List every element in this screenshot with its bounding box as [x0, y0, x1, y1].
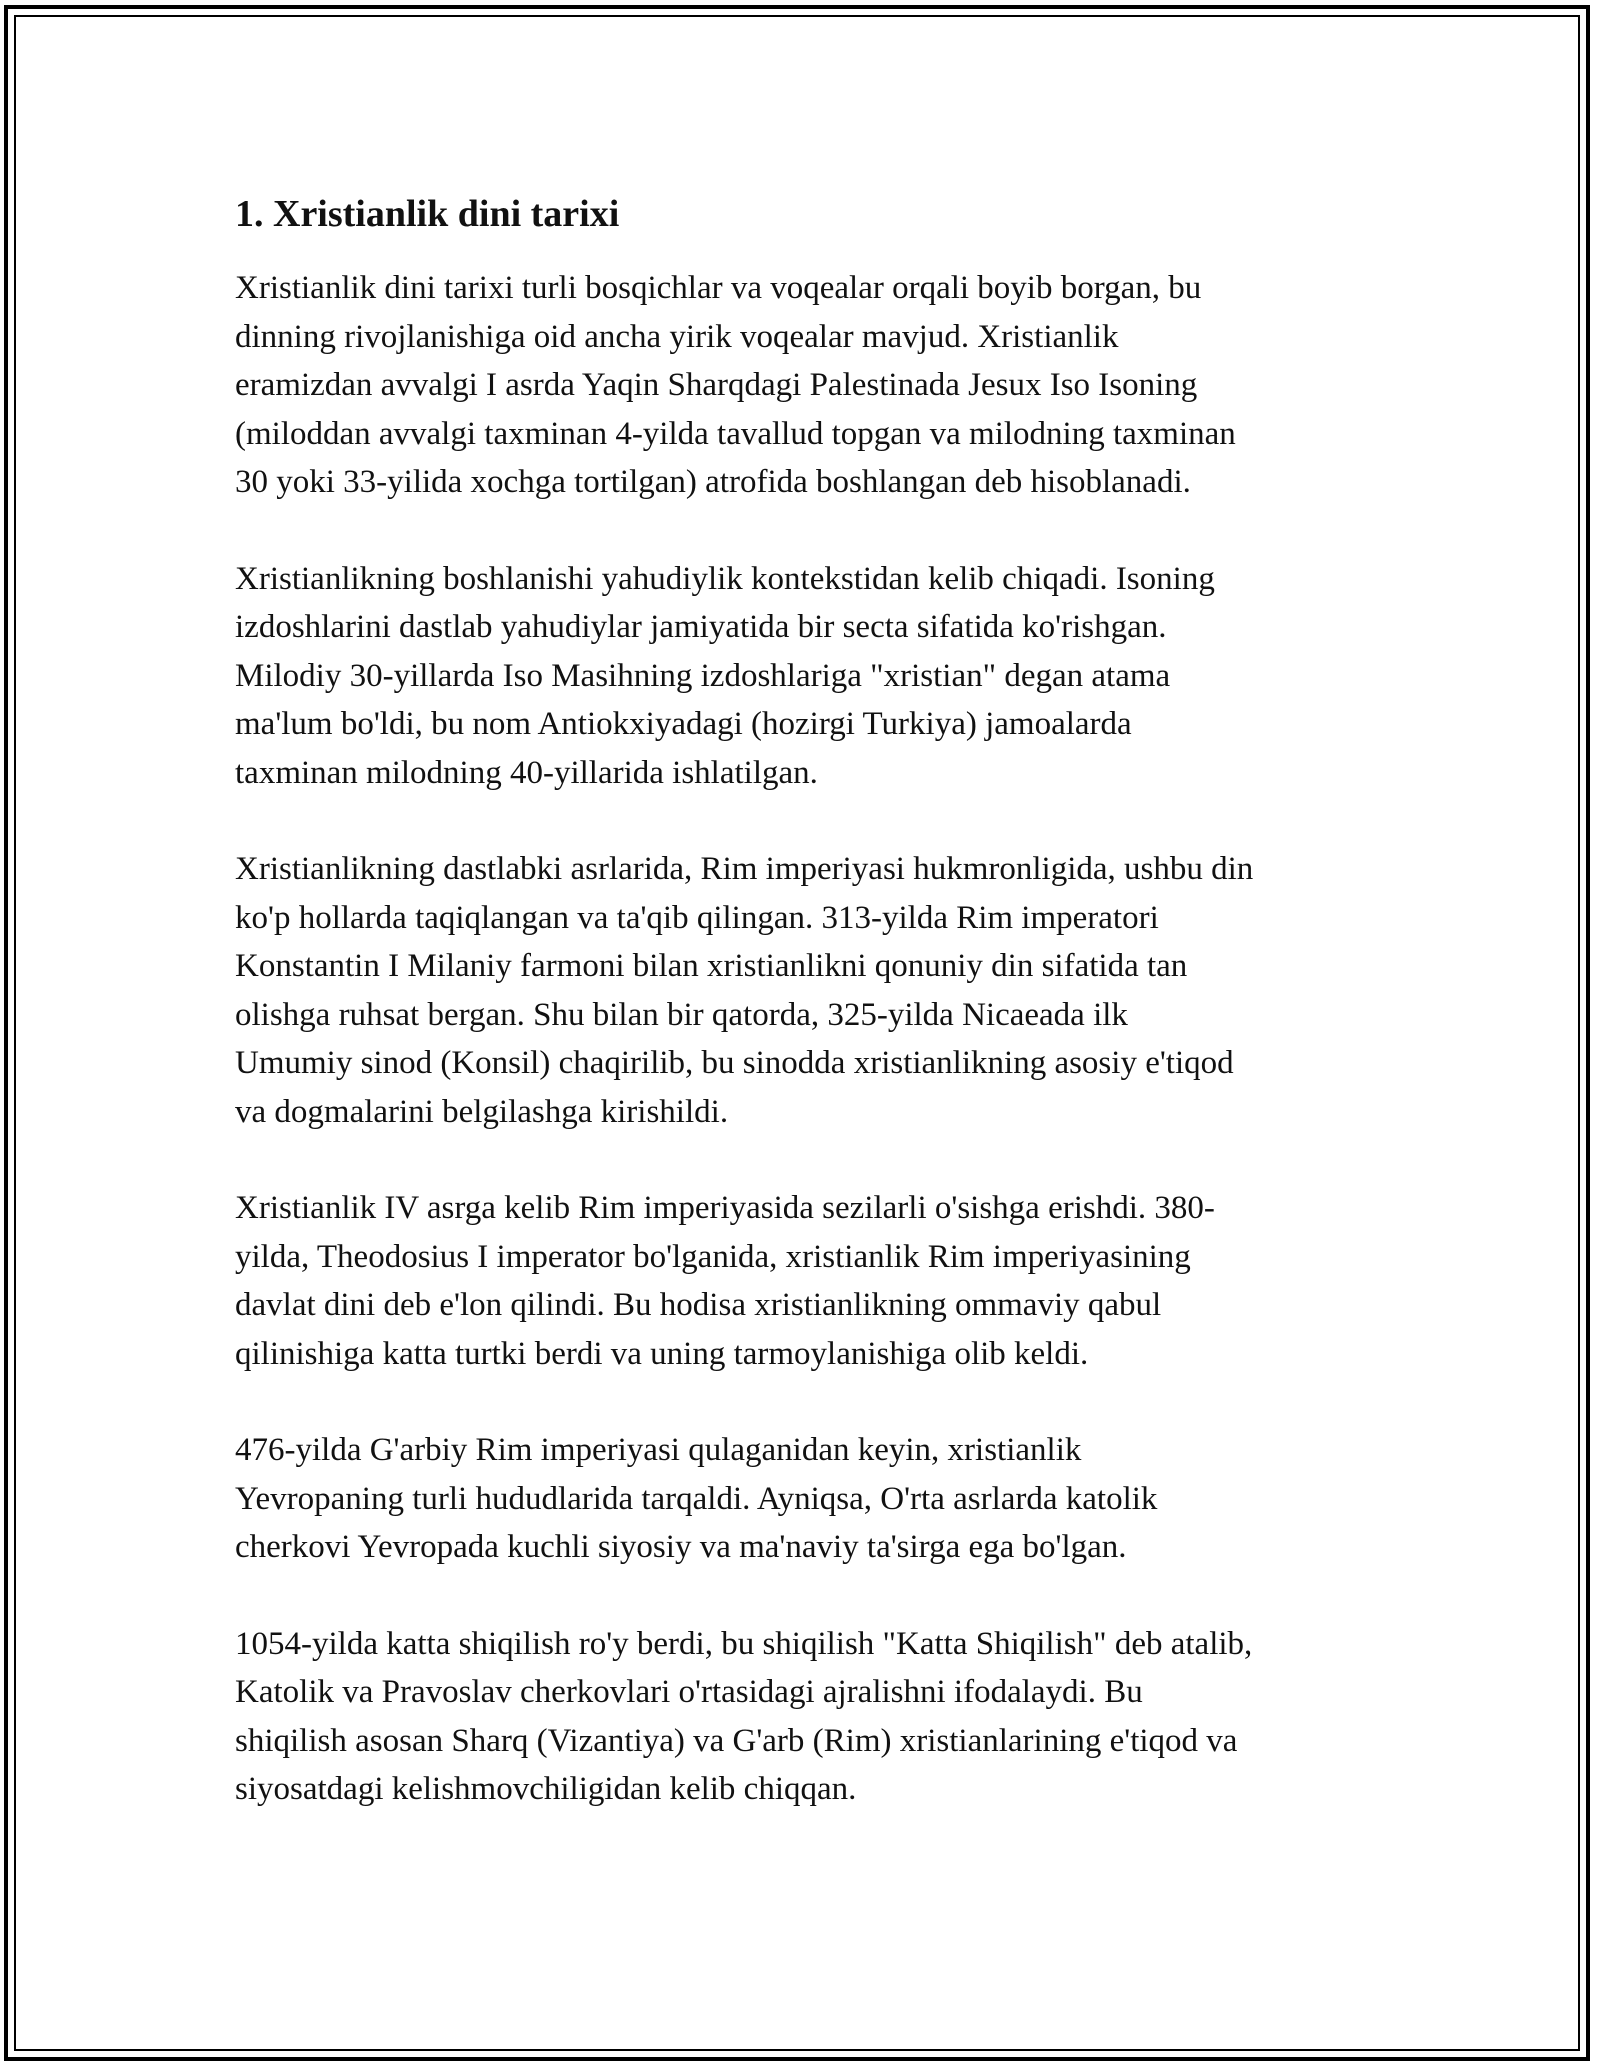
- text-line: olishga ruhsat bergan. Shu bilan bir qatorda, 325-yilda Nicaeada ilk: [235, 996, 1128, 1033]
- document-body: [235, 188, 1375, 1862]
- text-line: Yevropaning turli hududlarida tarqaldi. Ayniqsa, O'rta asrlarda katolik: [235, 1480, 1158, 1517]
- paragraph-western-rome-fall: [235, 1426, 1375, 1572]
- paragraph-origins: [235, 264, 1375, 507]
- text-line: (miloddan avvalgi taxminan 4-yilda tavallud topgan va milodning taxminan: [235, 415, 1236, 452]
- section-heading: 1. Xristianlik dini tarixi: [235, 193, 620, 235]
- text-line: Katolik va Pravoslav cherkovlari o'rtasidagi ajralishni ifodalaydi. Bu: [235, 1674, 1143, 1710]
- text-line: cherkovi Yevropada kuchli siyosiy va ma'naviy ta'sirga ega bo'lgan.: [235, 1529, 1127, 1565]
- text-line: yilda, Theodosius I imperator bo'lganida, xristianlik Rim imperiyasining: [235, 1238, 1191, 1275]
- text-line: Umumiy sinod (Konsil) chaqirilib, bu sinodda xristianlikning asosiy e'tiqod: [235, 1045, 1234, 1081]
- text-line: va dogmalarini belgilashga kirishildi.: [235, 1093, 729, 1130]
- text-line: davlat dini deb e'lon qilindi. Bu hodisa xristianlikning ommaviy qabul: [235, 1287, 1162, 1323]
- text-line: taxminan milodning 40-yillarida ishlatilgan.: [235, 754, 818, 791]
- text-line: eramizdan avvalgi I asrda Yaqin Sharqdagi Palestinada Jesux Iso Isoning: [235, 367, 1198, 403]
- paragraph-judaism-context: [235, 555, 1375, 798]
- text-line: Konstantin I Milaniy farmoni bilan xristianlikni qonuniy din sifatida tan: [235, 948, 1188, 984]
- text-line: izdoshlarini dastlab yahudiylar jamiyatida bir secta sifatida ko'rishgan.: [235, 609, 1167, 645]
- text-line: Xristianlikning boshlanishi yahudiylik kontekstidan kelib chiqadi. Isoning: [235, 560, 1215, 597]
- paragraph-great-schism: [235, 1620, 1375, 1814]
- text-line: qilinishiga katta turtki berdi va uning tarmoylanishiga olib keldi.: [235, 1335, 1089, 1372]
- text-line: siyosatdagi kelishmovchiligidan kelib chiqqan.: [235, 1771, 857, 1807]
- text-line: ma'lum bo'ldi, bu nom Antiokxiyadagi (hozirgi Turkiya) jamoalarda: [235, 706, 1132, 742]
- text-line: Milodiy 30-yillarda Iso Masihning izdoshlariga "xristian" degan atama: [235, 657, 1171, 694]
- text-line: 476-yilda G'arbiy Rim imperiyasi qulaganidan keyin, xristianlik: [235, 1432, 1082, 1468]
- paragraph-roman-empire: [235, 845, 1375, 1136]
- text-line: ko'p hollarda taqiqlangan va ta'qib qilingan. 313-yilda Rim imperatori: [235, 899, 1159, 936]
- paragraph-state-religion: [235, 1184, 1375, 1378]
- text-line: Xristianlikning dastlabki asrlarida, Rim imperiyasi hukmronligida, ushbu din: [235, 851, 1254, 887]
- text-line: shiqilish asosan Sharq (Vizantiya) va G'arb (Rim) xristianlarining e'tiqod va: [235, 1722, 1238, 1759]
- text-line: 1054-yilda katta shiqilish ro'y berdi, bu shiqilish "Katta Shiqilish" deb atalib,: [235, 1625, 1253, 1662]
- text-line: Xristianlik dini tarixi turli bosqichlar va voqealar orqali boyib borgan, bu: [235, 270, 1202, 306]
- text-line: Xristianlik IV asrga kelib Rim imperiyasida sezilarli o'sishga erishdi. 380-: [235, 1190, 1215, 1226]
- text-line: dinning rivojlanishiga oid ancha yirik voqealar mavjud. Xristianlik: [235, 318, 1119, 355]
- text-line: 30 yoki 33-yilida xochga tortilgan) atrofida boshlangan deb hisoblanadi.: [235, 464, 1191, 500]
